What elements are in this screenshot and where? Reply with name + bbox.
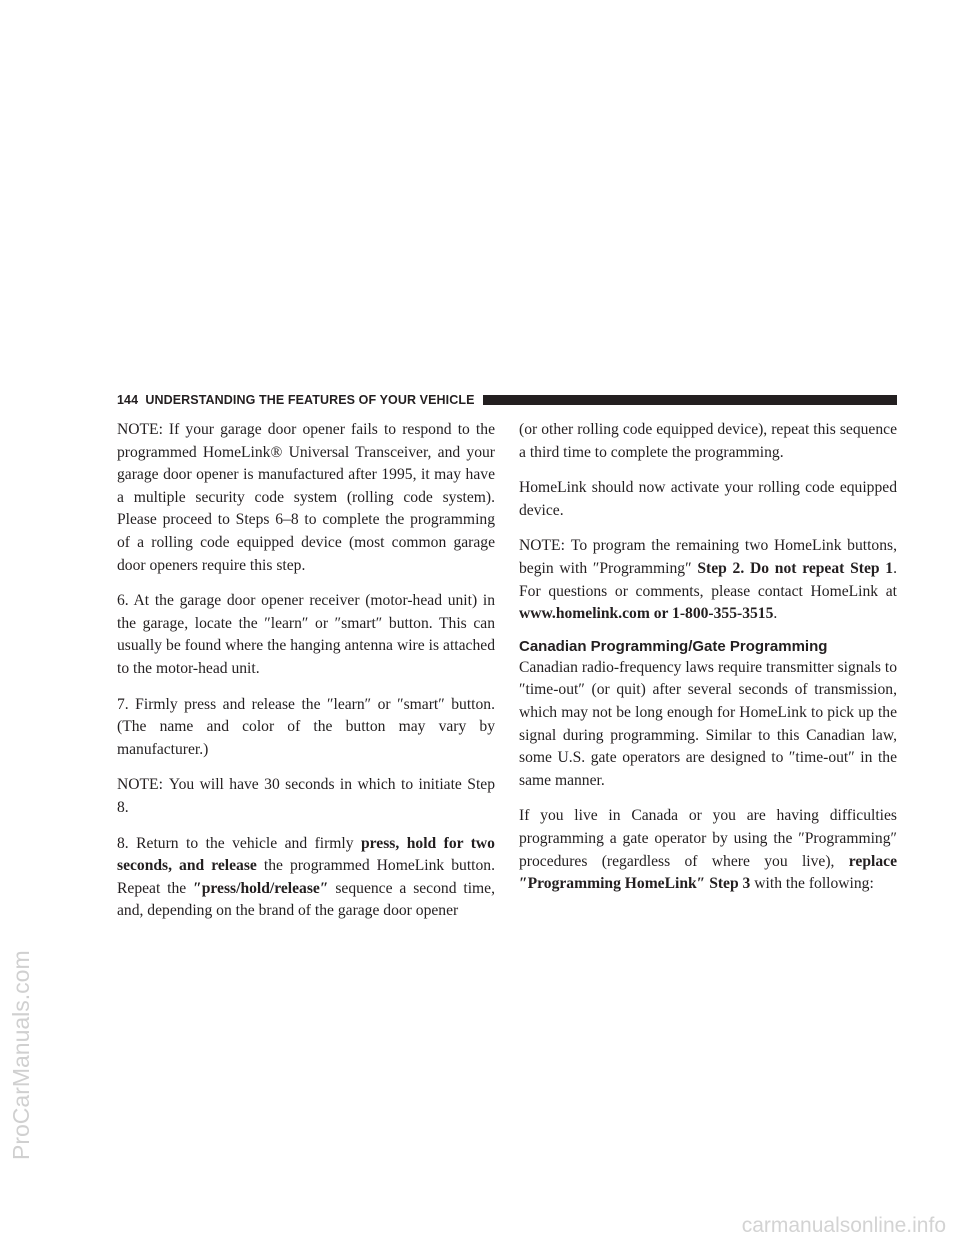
section-title: UNDERSTANDING THE FEATURES OF YOUR VEHICLE (145, 393, 475, 407)
canada-text-1: If you live in Canada or you are having difficulties programming a gate operator by using the ″Programming″ procedures (regardless of where you live), (519, 807, 897, 870)
note-rolling-code (117, 419, 495, 577)
note-text-3: . (773, 605, 778, 623)
canada-bold: replace ″Programming HomeLink″ Step 3 (519, 852, 897, 893)
note-text-2: Universal Transceiver, and your garage door opener is manufactured after 1995, it may have a multiple security code system (rolling code system). Please proceed to Steps 6–8 to complete the programming of a rolling code equipped device (most common garage door openers require this step. (117, 443, 495, 574)
note-label: NOTE: (117, 421, 163, 438)
note-text-1: If your garage door opener fails to respond to the programmed HomeLink (117, 421, 495, 461)
header-text (117, 393, 475, 407)
homelink-contact: www.homelink.com or 1-800-355-3515 (519, 605, 774, 623)
step-8-text-3: sequence a second time, and, depending on the brand of the garage door opener (117, 879, 495, 920)
registered-mark: ® (270, 443, 283, 461)
note-label: NOTE: (117, 776, 163, 794)
header-rule (483, 395, 897, 405)
canadian-laws: Canadian radio-frequency laws require transmitter signals to ″time-out″ (or quit) after several seconds of transmission, which may not be long enough for HomeLink to pick up the signal during programming. Similar to this Canadian law, some U.S. gate operators are designed to ″time-out″ in the same manner. (519, 658, 897, 789)
step-7: 7. Firmly press and release the ″learn″ or ″smart″ button. (The name and color of the button may vary by manufacturer.) (117, 695, 495, 758)
note-label: NOTE: (519, 537, 565, 555)
canada-instructions (519, 805, 897, 895)
step-8-bold-1: press, hold for two seconds, and release (117, 834, 495, 875)
step-8 (117, 833, 495, 923)
note-text-2: . For questions or comments, please contact HomeLink at (519, 559, 897, 600)
note-bold-1: Step 2. Do not repeat Step 1 (697, 559, 894, 577)
note-30-seconds (117, 774, 495, 819)
page-number: 144 (117, 393, 139, 407)
section-heading: Canadian Programming/Gate Programming (519, 637, 828, 655)
note-remaining-buttons (519, 535, 897, 625)
note-text-1: To program the remaining two HomeLink buttons, begin with ″Programming″ (519, 537, 897, 577)
left-column (117, 419, 495, 936)
homelink-activate: HomeLink should now activate your rolling code equipped device. (519, 479, 897, 519)
watermark-left: ProCarManuals.com (8, 950, 34, 1160)
step-6: 6. At the garage door opener receiver (motor-head unit) in the garage, locate the ″learn″ or ″smart″ button. This can usually be found where the hanging antenna wire is attached to the motor-head unit. (117, 592, 495, 677)
canada-text-2: with the following: (754, 875, 874, 893)
step-8-text-1: 8. Return to the vehicle and firmly (117, 834, 354, 852)
note-text: You will have 30 seconds in which to initiate Step 8. (117, 776, 495, 816)
watermark-bottom: carmanualsonline.info (741, 1214, 946, 1237)
page-header (117, 392, 897, 408)
right-column (519, 419, 897, 909)
step-8-continued: (or other rolling code equipped device), repeat this sequence a third time to complete the programming. (519, 421, 897, 461)
step-8-bold-2: ″press/hold/release″ (193, 879, 329, 897)
step-8-text-2: the programmed HomeLink button. Repeat the (117, 857, 495, 897)
